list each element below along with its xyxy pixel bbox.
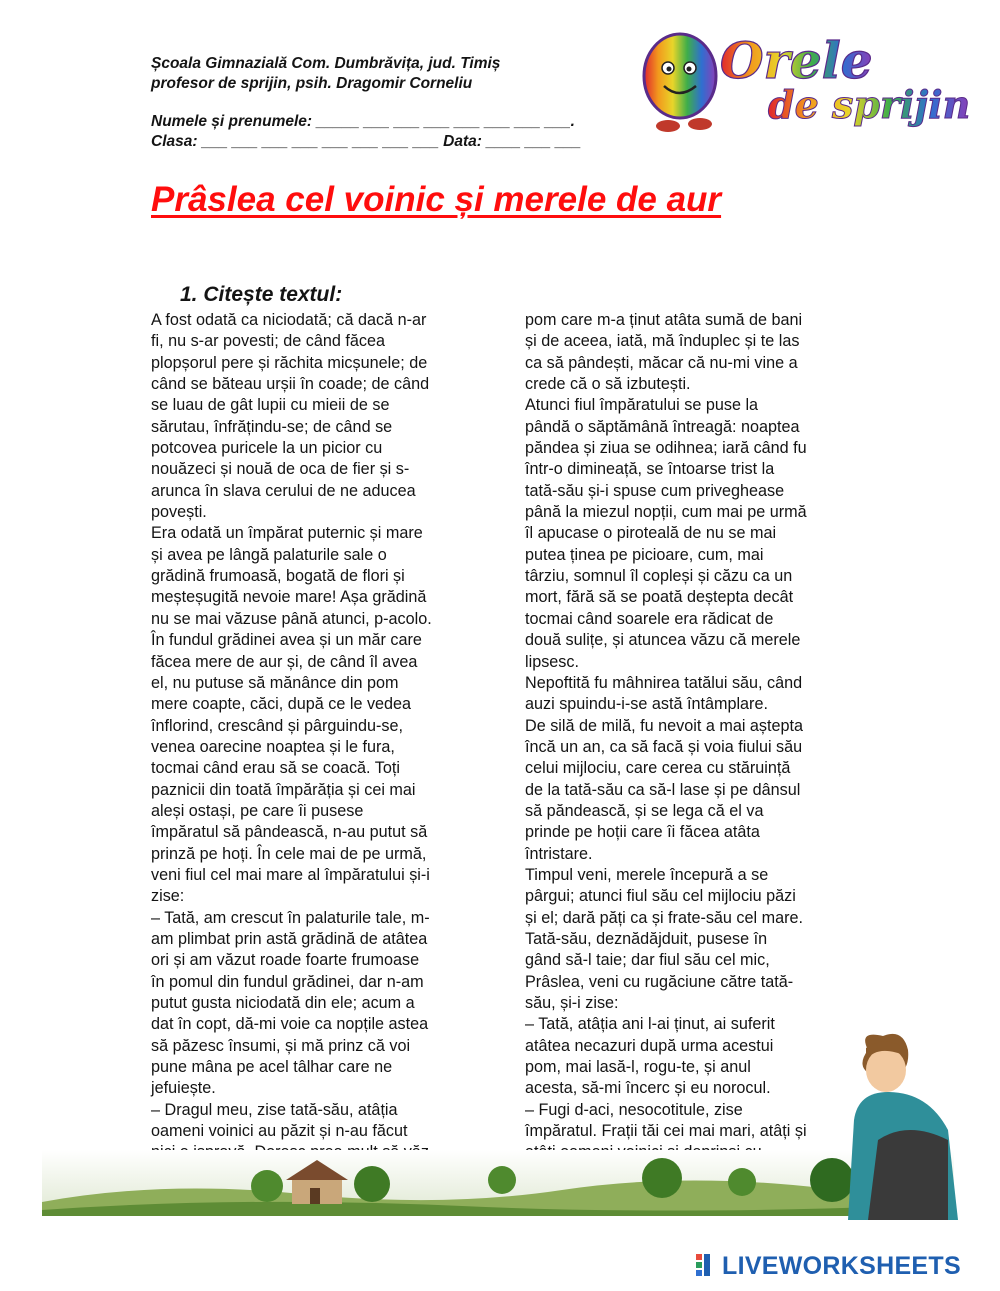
text-line: el, nu putuse să mănânce din pom (151, 673, 399, 692)
text-line: două sulițe, și atuncea văzu că merele (525, 631, 801, 650)
text-line: pom care m-a ținut atâta sumă de bani (525, 311, 803, 329)
text-line: putea ținea pe picioare, cum, mai (525, 545, 764, 564)
text-line: Prâslea, veni cu rugăciune către tată- (525, 972, 794, 991)
text-line: mere coapte, căci, după ce le vedea (151, 695, 412, 714)
text-line: înflorind, crescând și pârguindu-se, (151, 716, 403, 735)
brand-name: LIVEWORKSHEETS (722, 1251, 961, 1280)
text-line: celui mijlociu, care cerea cu stăruință (525, 759, 791, 778)
orele-de-sprijin-logo (628, 18, 971, 138)
text-line: tocmai când erau să se coacă. Toți (151, 759, 400, 778)
text-line: mort, fără să se poată deștepta decât (525, 588, 794, 607)
text-line: să păzesc însumi, și mă prinz că voi (151, 1036, 411, 1055)
text-line: auzi spuindu-i-se astă întâmplare. (525, 695, 768, 714)
text-line: pom, mai lasă-l, rogu-te, și anul (525, 1058, 751, 1077)
class-field[interactable]: Clasa: ___ ___ ___ ___ ___ ___ ___ ___ Data: ____ ___ ___ (151, 133, 582, 150)
text-line: pârgui; atunci fiul său cel mijlociu păzi (525, 887, 796, 906)
text-line: venea oarecine noaptea și le fura, (151, 737, 395, 756)
text-line: îl apucase o piroteală de nu se mai (525, 524, 777, 543)
text-line: – Tată, atâția ani l-ai ținut, ai suferit (525, 1015, 775, 1034)
text-line: când se băteau urșii în coade; de când (151, 375, 430, 394)
logo-ball-icon (644, 34, 716, 118)
text-line: oameni voinici au păzit și n-au făcut (151, 1122, 408, 1141)
text-line: acesta, să-mi încerc și eu norocul. (525, 1079, 771, 1098)
text-line: Tată-său, deznădăjduit, pusese în (525, 929, 768, 948)
landscape-banner (42, 1150, 954, 1216)
liveworksheets-brand[interactable] (696, 1253, 961, 1279)
text-line: aleși ostași, pe care îi pusese (151, 801, 364, 820)
school-line: Școala Gimnazială Com. Dumbrăvița, jud. Timiș (151, 55, 501, 72)
boy-illustration (848, 1030, 958, 1220)
text-line: gând să-l taie; dar fiul său cel mic, (525, 951, 770, 970)
text-column-left (151, 310, 481, 1185)
text-line: paznicii din toată împărăția și cei mai (151, 780, 416, 799)
text-line: nouăzeci și nouă de oca de fier și s- (151, 460, 410, 479)
text-line: fi, nu s-ar povesti; de când făcea (151, 332, 385, 351)
page-title: Prâslea cel voinic și merele de aur (151, 180, 722, 219)
section-heading: 1. Citește textul: (180, 283, 343, 306)
text-line: pune mâna pe acel tâlhar care ne (151, 1058, 393, 1077)
text-line: am plimbat prin astă grădină de atâtea (151, 929, 428, 948)
text-line: prinză pe hoți. În cele mai de pe urmă, (151, 844, 427, 863)
text-line: – Dragul meu, zise tată-său, atâția (151, 1100, 398, 1119)
text-line: într-o dimineață, se întoarse trist la (525, 460, 775, 479)
tree-icon (251, 1170, 283, 1202)
text-line: A fost odată ca niciodată; că dacă n-ar (151, 311, 427, 329)
text-line: putut gusta niciodată din ele; acum a (151, 994, 415, 1012)
text-line: În fundul grădinei avea și un măr care (151, 631, 422, 650)
text-line: întristare. (525, 844, 593, 863)
text-line: – Tată, am crescut în palaturile tale, m- (151, 908, 430, 927)
text-line: și el; dară păți ca și frate-său cel mare. (525, 908, 804, 927)
text-line: tată-său și-i spuse cum priveghease (525, 481, 785, 500)
text-line: să păndească, și se lega că el va (525, 801, 764, 820)
text-line: se luau de gât lupii cu mieii de se (151, 396, 390, 415)
text-line: grădină frumoasă, bogată de flori și (151, 567, 405, 586)
text-line: veni fiul cel mai mare al împăratului și-i (151, 865, 430, 884)
text-line: ca să pândești, măcar că nu-mi vine a (525, 353, 798, 372)
text-line: potcovea puricele la un picior cu (151, 439, 383, 458)
text-line: Nepoftită fu mâhnirea tatălui său, când (525, 673, 803, 692)
text-line: dat în copt, dă-mi voie ca nopțile astea (151, 1015, 429, 1034)
text-line: prinde pe hoții care îi făcea atâta (525, 823, 760, 842)
text-line: său, și-i zise: (525, 994, 619, 1012)
text-line: crede că o să izbutești. (525, 375, 691, 394)
text-line: De silă de milă, fu nevoit a mai aștepta (525, 716, 804, 735)
text-line: și de aceea, iată, mă înduplec și te las (525, 332, 800, 351)
text-line: meșteșugită nevoie mare! Așa grădină (151, 588, 427, 607)
text-column-right (525, 310, 855, 1185)
text-line: făcea mere de aur și, de când îl avea (151, 652, 418, 671)
text-line: păndea și ziua se odihnea; iară când fu (525, 439, 807, 458)
text-line: – Fugi d-aci, nesocotitule, zise (525, 1100, 743, 1119)
text-line: ori și am văzut roade foarte frumoase (151, 951, 420, 970)
liveworksheets-logo-icon (696, 1254, 718, 1278)
text-line: Atunci fiul împăratului se puse la (525, 396, 759, 415)
text-line: plopșorul pere și răchita micșunele; de (151, 353, 428, 372)
text-line: Timpul veni, merele începură a se (525, 865, 769, 884)
text-line: tocmai când soarele era rădicat de (525, 609, 774, 628)
text-line: până la miezul nopții, cum mai pe urmă (525, 503, 807, 522)
text-line: povești. (151, 503, 207, 522)
teacher-line: profesor de sprijin, psih. Dragomir Corneliu (151, 75, 473, 92)
text-line: atâtea necazuri după urma acestui (525, 1036, 774, 1055)
text-line: în pomul din fundul grădinei, dar n-am (151, 972, 424, 991)
text-line: Era odată un împărat puternic și mare (151, 524, 423, 543)
header-block (151, 54, 671, 152)
text-line: lipsesc. (525, 652, 579, 671)
logo-word-2: de sprijin (768, 82, 971, 127)
text-line: împăratul să pândească, n-au putut să (151, 823, 428, 842)
text-line: încă un an, ca să facă și voia fiului său (525, 737, 803, 756)
text-line: pândă o săptămână întreagă: noaptea (525, 417, 800, 436)
text-line: târziu, somnul îl copleși și căzu ca un (525, 567, 793, 586)
text-line: de la tată-său ca să-l lase și pe dânsul (525, 780, 801, 799)
text-line: jefuiește. (151, 1079, 216, 1098)
text-line: nu se mai văzuse până atunci, p-acolo. (151, 609, 432, 628)
name-field[interactable]: Numele și prenumele: _____ ___ ___ ___ ___ ___ ___ ___. (151, 113, 575, 130)
logo-word-1: Orele (720, 31, 873, 90)
text-line: împăratul. Frații tăi cei mai mari, atâți și (525, 1122, 807, 1141)
text-line: arunca în slava cerului de ne aducea (151, 481, 416, 500)
text-line: și avea pe lângă palaturile sale o (151, 545, 387, 564)
text-line: zise: (151, 887, 185, 906)
text-line: sărutau, înfrățindu-se; de când se (151, 417, 393, 436)
